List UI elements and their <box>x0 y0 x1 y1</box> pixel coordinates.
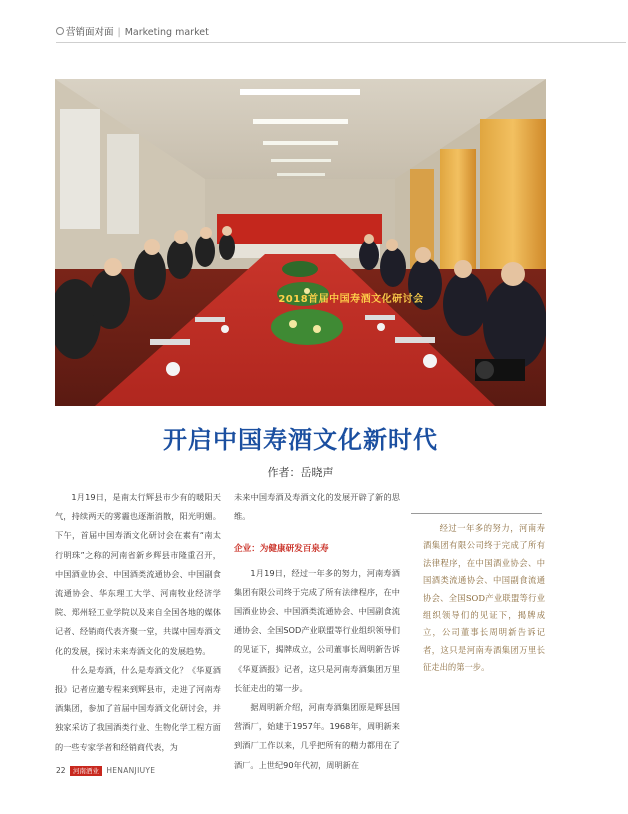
paragraph: 什么是寿酒，什么是寿酒文化？《华夏酒报》记者应邀专程来到辉县市，走进了河南寿酒集团，参加了首届中国寿酒文化研讨会，并独家采访了我国酒类行业、生物化学工程方面的一些专家学者和经销商代表，为 <box>55 664 221 752</box>
article-author: 作者：岳晓声 <box>267 466 334 479</box>
conference-photo <box>55 79 546 406</box>
section-label-en: Marketing market <box>124 27 209 38</box>
page-footer <box>56 766 155 776</box>
header-separator: | <box>117 27 121 38</box>
paragraph: 1月19日，经过一年多的努力，河南寿酒集团有限公司终于完成了所有法律程序，在中国酒业协会、中国酒类流通协会、中国副食流通协会、全国SOD产业联盟等行业组织领导们的见证下，揭牌成立，公司董事长周明新告诉《华夏酒报》记者，这只是河南寿酒集团万里长征走出的第一步。 <box>234 567 400 693</box>
page-number: 22 <box>56 766 66 775</box>
paragraph: 未来中国寿酒及寿酒文化的发展开辟了新的思维。 <box>234 492 400 522</box>
photo-banner-text: 2018首届中国寿酒文化研讨会 <box>278 294 424 305</box>
section-label-cn: 营销面对面 <box>66 27 114 38</box>
section-header <box>56 24 626 43</box>
body-column-1 <box>55 488 221 757</box>
paragraph: 1月19日，是南太行辉县市少有的暖阳天气，持续两天的雾霾也逐渐消散，阳光明媚。下午，首届中国寿酒文化研讨会在素有“南太行明珠”之称的河南省新乡辉县市隆重召开，中国酒业协会、中国酒类流通协会、中国副食流通协会、华东理工大学、河南牧业经济学院、郑州轻工业学院以及来自全国各地的媒体记者、经销商代表齐聚一堂，共谋中国寿酒文化的发展，探讨未来寿酒文化的发展趋势。 <box>55 492 221 656</box>
article-title: 开启中国寿酒文化新时代 <box>163 426 438 454</box>
circle-bullet-icon <box>56 27 64 35</box>
paragraph: 据周明新介绍，河南寿酒集团原是辉县国营酒厂，始建于1957年。1968年，周明新来到酒厂工作以来，几乎把所有的精力都用在了酒厂。上世纪90年代初，周明新在 <box>234 702 400 770</box>
brand-name-en: HENANJIUYE <box>106 766 156 775</box>
section-subhead: 企业：为健康研发百泉寿 <box>234 544 329 555</box>
pull-quote-rule <box>411 513 542 514</box>
body-column-2 <box>234 488 400 775</box>
brand-badge: 河南酒业 <box>70 766 102 776</box>
pull-quote: 经过一年多的努力，河南寿酒集团有限公司终于完成了所有法律程序，在中国酒业协会、中国酒类流通协会、中国副食流通协会、全国SOD产业联盟等行业组织领导们的见证下，揭牌成立，公司董事长周明新告诉记者，这只是河南寿酒集团万里长征走出的第一步。 <box>423 523 545 673</box>
conference-photo-drawing <box>55 79 546 406</box>
